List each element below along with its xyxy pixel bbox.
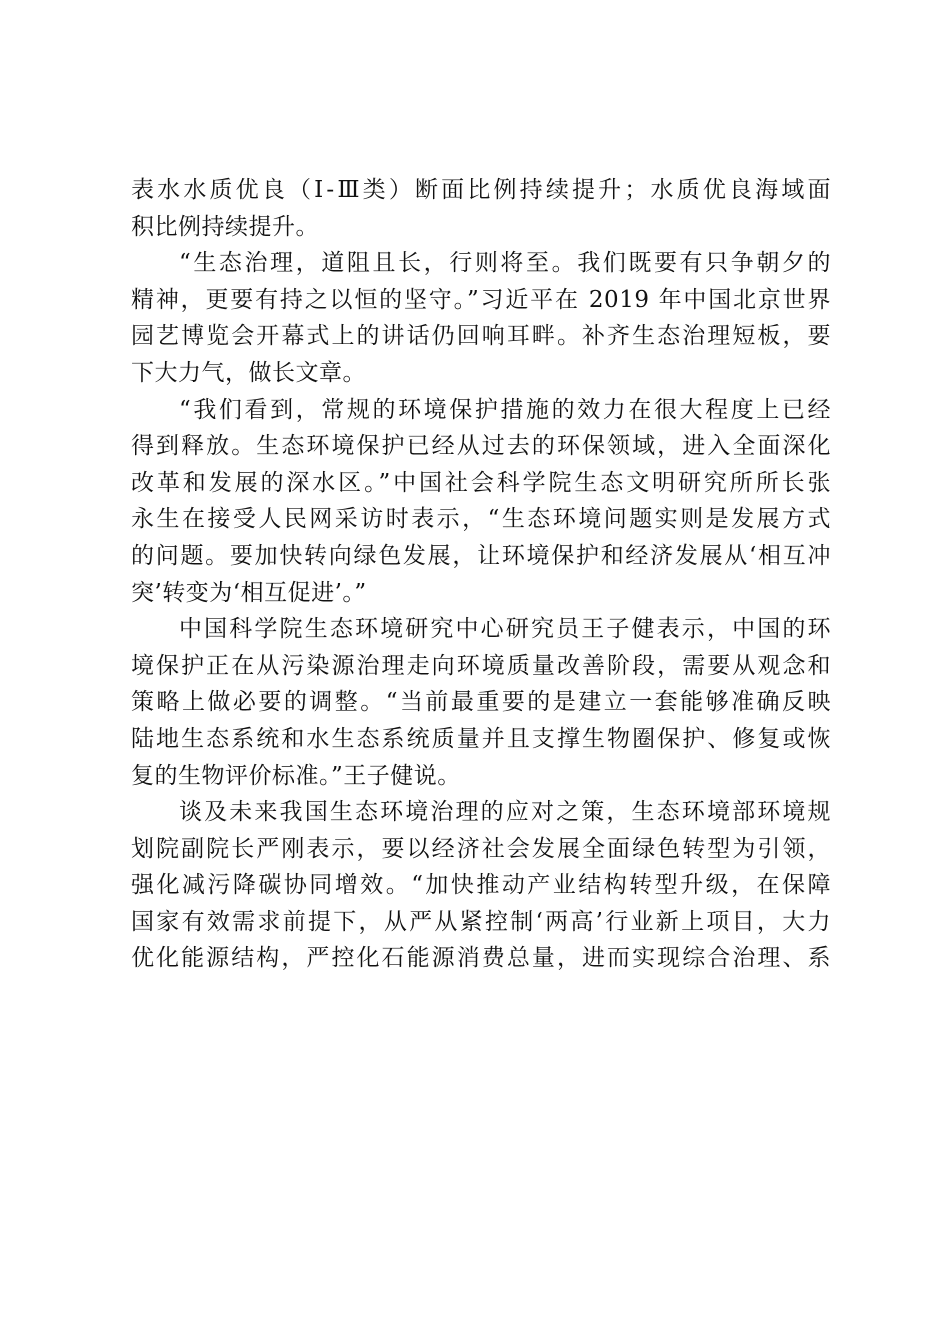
text-line: 陆地生态系统和水生态系统质量并且支撑生物圈保护、修复或恢 [131, 725, 831, 752]
text-line: 的问题。要加快转向绿色发展，让环境保护和经济发展从‘相互冲 [131, 542, 831, 569]
text-line: 突’转变为‘相互促进’。” [131, 579, 367, 606]
paragraph [131, 245, 831, 391]
paragraph [131, 794, 831, 977]
text-line: 划院副院长严刚表示，要以经济社会发展全面绿色转型为引领， [131, 835, 831, 862]
text-line: 策略上做必要的调整。“当前最重要的是建立一套能够准确反映 [131, 689, 831, 716]
text-line: 国家有效需求前提下，从严从紧控制‘两高’行业新上项目，大力 [131, 908, 831, 935]
text-line: 表水水质优良（Ⅰ-Ⅲ类）断面比例持续提升；水质优良海域面 [131, 177, 831, 203]
text-line: 复的生物评价标准。”王子健说。 [131, 762, 461, 789]
paragraph [131, 392, 831, 612]
text-line: 优化能源结构，严控化石能源消费总量，进而实现综合治理、系 [131, 945, 831, 972]
text-line: 下大力气，做长文章。 [131, 359, 366, 386]
text-line: 中国科学院生态环境研究中心研究员王子健表示，中国的环 [179, 616, 831, 643]
text-line: 得到释放。生态环境保护已经从过去的环保领域，进入全面深化 [131, 433, 831, 460]
text-line: 积比例持续提升。 [131, 213, 319, 240]
text-line: “生态治理，道阻且长，行则将至。我们既要有只争朝夕的 [179, 250, 831, 277]
text-line: 精神，更要有持之以恒的坚守。”习近平在 2019 年中国北京世界 [131, 286, 831, 313]
paragraph [131, 172, 831, 245]
text-line: 永生在接受人民网采访时表示，“生态环境问题实则是发展方式 [131, 506, 831, 533]
paragraph [131, 611, 831, 794]
text-line: 境保护正在从污染源治理走向环境质量改善阶段，需要从观念和 [131, 652, 831, 679]
text-line: 园艺博览会开幕式上的讲话仍回响耳畔。补齐生态治理短板，要 [131, 323, 831, 350]
text-line: “我们看到，常规的环境保护措施的效力在很大程度上已经 [179, 396, 831, 423]
document-body [131, 172, 831, 977]
text-line: 改革和发展的深水区。”中国社会科学院生态文明研究所所长张 [131, 469, 831, 496]
text-line: 谈及未来我国生态环境治理的应对之策，生态环境部环境规 [179, 799, 831, 826]
text-line: 强化减污降碳协同增效。“加快推动产业结构转型升级，在保障 [131, 872, 831, 899]
